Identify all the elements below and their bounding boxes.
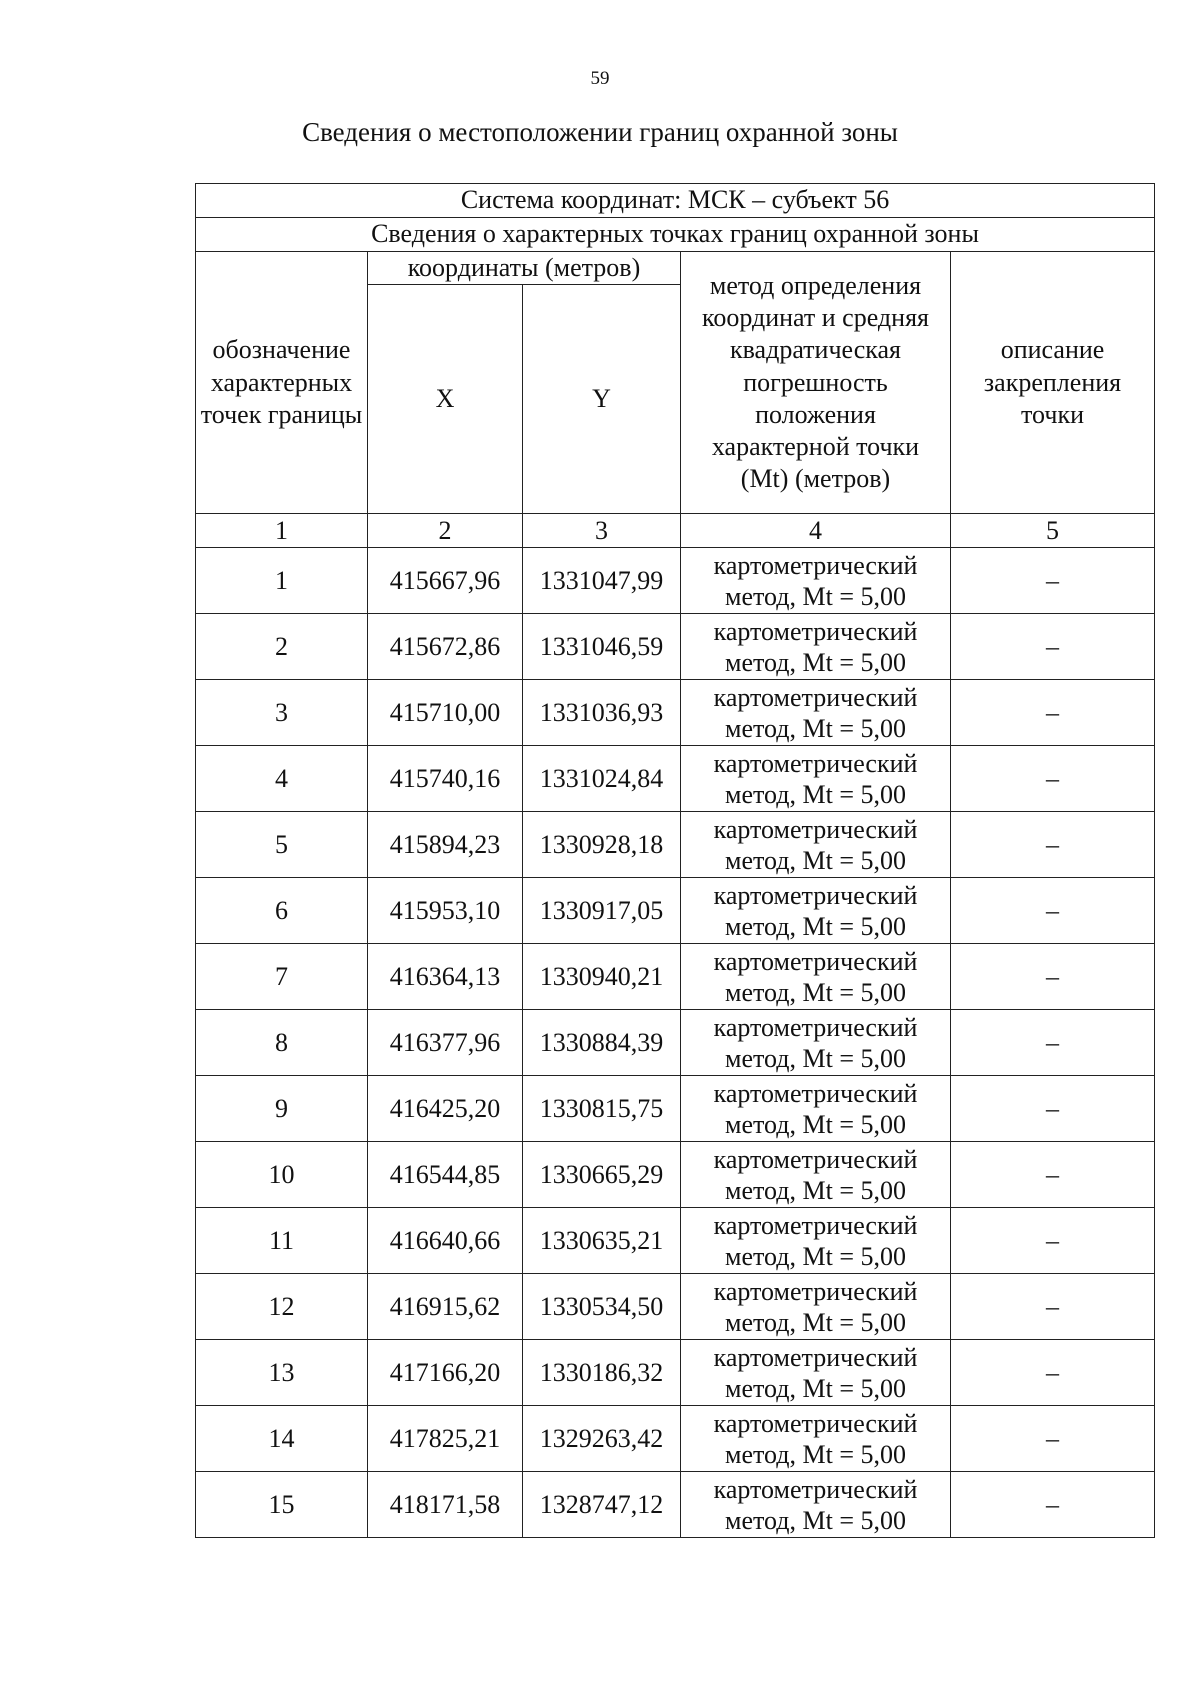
point-cell: 8: [196, 1010, 368, 1076]
y-coordinate-cell: 1330635,21: [523, 1208, 681, 1274]
fixing-description-cell: –: [951, 680, 1155, 746]
method-cell: картометрический метод, Mt = 5,00: [681, 1472, 951, 1538]
method-cell: картометрический метод, Mt = 5,00: [681, 746, 951, 812]
method-cell: картометрический метод, Mt = 5,00: [681, 1406, 951, 1472]
col-header-x: X: [368, 285, 523, 514]
table-row: [196, 1076, 1155, 1142]
fixing-description-cell: –: [951, 1208, 1155, 1274]
method-cell: картометрический метод, Mt = 5,00: [681, 1208, 951, 1274]
method-cell: картометрический метод, Mt = 5,00: [681, 548, 951, 614]
table-row: [196, 1340, 1155, 1406]
page-title: Сведения о местоположении границ охранной зоны: [302, 117, 898, 147]
y-coordinate-cell: 1331047,99: [523, 548, 681, 614]
page-number: 59: [590, 68, 610, 89]
coordinate-system-header: Система координат: МСК – субъект 56: [196, 184, 1155, 218]
fixing-description-cell: –: [951, 1142, 1155, 1208]
point-cell: 11: [196, 1208, 368, 1274]
table-row: [196, 746, 1155, 812]
table-row: [196, 548, 1155, 614]
col-header-y: Y: [523, 285, 681, 514]
table-row: [196, 1472, 1155, 1538]
fixing-description-cell: –: [951, 1340, 1155, 1406]
fixing-description-cell: –: [951, 1010, 1155, 1076]
table-row: [196, 878, 1155, 944]
method-cell: картометрический метод, Mt = 5,00: [681, 614, 951, 680]
table-row: [196, 944, 1155, 1010]
y-coordinate-cell: 1330928,18: [523, 812, 681, 878]
point-cell: 4: [196, 746, 368, 812]
x-coordinate-cell: 415894,23: [368, 812, 523, 878]
x-coordinate-cell: 416640,66: [368, 1208, 523, 1274]
table-row: [196, 1010, 1155, 1076]
fixing-description-cell: –: [951, 1274, 1155, 1340]
fixing-description-cell: –: [951, 878, 1155, 944]
x-coordinate-cell: 415710,00: [368, 680, 523, 746]
x-coordinate-cell: 418171,58: [368, 1472, 523, 1538]
fixing-description-cell: –: [951, 548, 1155, 614]
col-header-coordinates: координаты (метров): [368, 252, 681, 285]
method-cell: картометрический метод, Mt = 5,00: [681, 944, 951, 1010]
x-coordinate-cell: 416364,13: [368, 944, 523, 1010]
x-coordinate-cell: 415667,96: [368, 548, 523, 614]
method-cell: картометрический метод, Mt = 5,00: [681, 878, 951, 944]
x-coordinate-cell: 416915,62: [368, 1274, 523, 1340]
y-coordinate-cell: 1330186,32: [523, 1340, 681, 1406]
point-cell: 5: [196, 812, 368, 878]
col-header-point: обозначение характерных точек границы: [196, 252, 368, 514]
y-coordinate-cell: 1330884,39: [523, 1010, 681, 1076]
point-cell: 7: [196, 944, 368, 1010]
table-row: [196, 1208, 1155, 1274]
fixing-description-cell: –: [951, 614, 1155, 680]
table-row: [196, 1406, 1155, 1472]
y-coordinate-cell: 1331024,84: [523, 746, 681, 812]
y-coordinate-cell: 1330815,75: [523, 1076, 681, 1142]
y-coordinate-cell: 1328747,12: [523, 1472, 681, 1538]
y-coordinate-cell: 1330534,50: [523, 1274, 681, 1340]
method-cell: картометрический метод, Mt = 5,00: [681, 1076, 951, 1142]
x-coordinate-cell: 415672,86: [368, 614, 523, 680]
method-cell: картометрический метод, Mt = 5,00: [681, 1010, 951, 1076]
point-cell: 14: [196, 1406, 368, 1472]
method-cell: картометрический метод, Mt = 5,00: [681, 1274, 951, 1340]
point-cell: 15: [196, 1472, 368, 1538]
column-number: 1: [196, 514, 368, 548]
x-coordinate-cell: 416425,20: [368, 1076, 523, 1142]
fixing-description-cell: –: [951, 1076, 1155, 1142]
method-cell: картометрический метод, Mt = 5,00: [681, 812, 951, 878]
col-header-fixing: описание закрепления точки: [951, 252, 1155, 514]
fixing-description-cell: –: [951, 1472, 1155, 1538]
y-coordinate-cell: 1330940,21: [523, 944, 681, 1010]
point-cell: 10: [196, 1142, 368, 1208]
method-cell: картометрический метод, Mt = 5,00: [681, 680, 951, 746]
fixing-description-cell: –: [951, 746, 1155, 812]
table-row: [196, 1142, 1155, 1208]
x-coordinate-cell: 416544,85: [368, 1142, 523, 1208]
point-cell: 9: [196, 1076, 368, 1142]
column-number: 2: [368, 514, 523, 548]
point-cell: 6: [196, 878, 368, 944]
y-coordinate-cell: 1330665,29: [523, 1142, 681, 1208]
column-number-row: [196, 514, 1155, 548]
column-number: 3: [523, 514, 681, 548]
x-coordinate-cell: 415953,10: [368, 878, 523, 944]
method-cell: картометрический метод, Mt = 5,00: [681, 1142, 951, 1208]
y-coordinate-cell: 1330917,05: [523, 878, 681, 944]
y-coordinate-cell: 1331036,93: [523, 680, 681, 746]
x-coordinate-cell: 416377,96: [368, 1010, 523, 1076]
points-info-header: Сведения о характерных точках границ охранной зоны: [196, 218, 1155, 252]
col-header-method: метод определения координат и средняя квадратическая погрешность положения характерной точки (Mt) (метров): [681, 252, 951, 514]
column-number: 4: [681, 514, 951, 548]
point-cell: 1: [196, 548, 368, 614]
y-coordinate-cell: 1329263,42: [523, 1406, 681, 1472]
table-row: [196, 680, 1155, 746]
x-coordinate-cell: 417825,21: [368, 1406, 523, 1472]
table-row: [196, 1274, 1155, 1340]
table-row: [196, 812, 1155, 878]
boundary-points-table: [195, 183, 1155, 1538]
x-coordinate-cell: 417166,20: [368, 1340, 523, 1406]
y-coordinate-cell: 1331046,59: [523, 614, 681, 680]
table-row: [196, 614, 1155, 680]
point-cell: 3: [196, 680, 368, 746]
point-cell: 12: [196, 1274, 368, 1340]
column-number: 5: [951, 514, 1155, 548]
fixing-description-cell: –: [951, 812, 1155, 878]
method-cell: картометрический метод, Mt = 5,00: [681, 1340, 951, 1406]
x-coordinate-cell: 415740,16: [368, 746, 523, 812]
fixing-description-cell: –: [951, 1406, 1155, 1472]
fixing-description-cell: –: [951, 944, 1155, 1010]
point-cell: 2: [196, 614, 368, 680]
point-cell: 13: [196, 1340, 368, 1406]
